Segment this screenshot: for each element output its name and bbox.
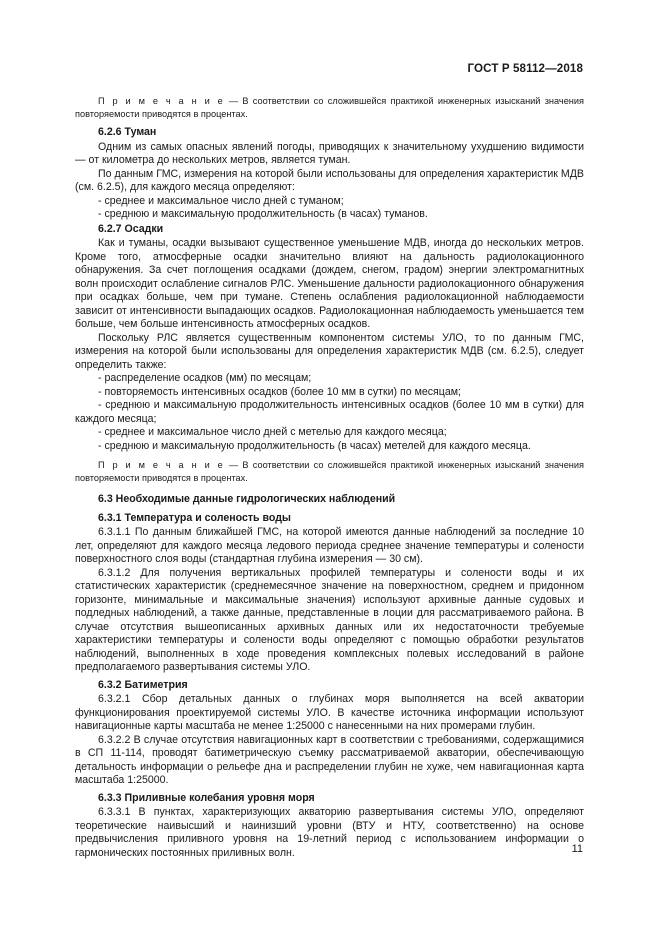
paragraph: 6.3.1.1 По данным ближайшей ГМС, на которой имеются данные наблюдений за последние 10 лет, определяют для каждого месяца ледового периода среднее значение температуры и солености поверхностного слоя воды (стандартная глубина измерения — 30 см).	[75, 526, 584, 565]
page-number: 11	[571, 843, 583, 855]
document-body	[75, 92, 584, 860]
list-item: - среднее и максимальное число дней с туманом;	[98, 194, 344, 207]
section-heading: 6.2.6 Туман	[98, 126, 157, 138]
note-text: — В соответствии со сложившейся практикой инженерных изысканий значения повторяемости приводятся в процентах.	[75, 96, 584, 119]
list-item: - среднюю и максимальную продолжительность (в часах) метелей для каждого месяца.	[98, 439, 531, 452]
list-item: - повторяемость интенсивных осадков (более 10 мм в сутки) по месяцам;	[98, 385, 461, 398]
note	[75, 95, 584, 120]
note-text: — В соответствии со сложившейся практикой инженерных изысканий значения повторяемости приводятся в процентах.	[75, 460, 584, 483]
paragraph: Одним из самых опасных явлений погоды, приводящих к значительному ухудшению видимости — от километра до нескольких метров, является туман.	[75, 140, 584, 166]
note	[75, 459, 584, 484]
subsection-heading: 6.3.1 Температура и соленость воды	[98, 511, 291, 524]
list-item: - среднюю и максимальную продолжительность интенсивных осадков (более 10 мм в сутки) для каждого месяца;	[75, 399, 584, 425]
paragraph: 6.3.1.2 Для получения вертикальных профилей температуры и солености воды и их статистических характеристик (среднемесячное значение на поверхностном, среднем и придонном горизонте, минимальные и максимальные значения) используют архивные данные судовых и подледных наблюдений, а также данные, представленные в лоции для рассматриваемого района. В случае отсутствия вышеописанных архивных данных или их недостаточности требуемые характеристики температуры и солености воды определяют с помощью обработки результатов наблюдений, выполненных в ходе проведения комплексных полевых исследований в районе предполагаемого развертывания системы УЛО.	[75, 566, 584, 673]
note-label: П р и м е ч а н и е	[98, 96, 225, 106]
paragraph: 6.3.2.2 В случае отсутствия навигационных карт в соответствии с требованиями, содержащимися в СП 11-114, проводят батиметрическую съемку рассматриваемой акватории, обеспечивающую детальность информации о рельефе дна и распределении глубин не хуже, чем навигационная карта масштаба 1:25000.	[75, 733, 584, 786]
list-item: - распределение осадков (мм) по месяцам;	[98, 372, 312, 384]
paragraph: 6.3.3.1 В пунктах, характеризующих акваторию развертывания системы УЛО, определяют теоретические наивысший и наинизший уровни (ВТУ и НТУ, соответственно) на основе предвычисления приливного уровня на 19-летний период с использованием информации о гармонических постоянных приливных волн.	[75, 806, 584, 859]
section-heading: 6.2.7 Осадки	[98, 222, 164, 235]
subsection-heading: 6.3.2 Батиметрия	[98, 678, 188, 691]
subsection-heading: 6.3.3 Приливные колебания уровня моря	[98, 791, 315, 804]
paragraph: 6.3.2.1 Сбор детальных данных о глубинах моря выполняется на всей акватории функционирования проектируемой системы УЛО. В качестве источника информации используют навигационные карты масштаба не менее 1:25000 с нанесенными на них промерами глубин.	[75, 693, 584, 732]
note-label: П р и м е ч а н и е	[98, 460, 225, 470]
section-heading: 6.3 Необходимые данные гидрологических наблюдений	[98, 493, 396, 505]
paragraph: По данным ГМС, измерения на которой были использованы для определения характеристик МДВ (см. 6.2.5), для каждого месяца определяют:	[75, 167, 584, 193]
paragraph: Поскольку РЛС является существенным компонентом системы УЛО, то по данным ГМС, измерения на которой были использованы для определения характеристик МДВ (см. 6.2.5), следует определить также:	[75, 331, 584, 371]
list-item: - среднюю и максимальную продолжительность (в часах) туманов.	[98, 208, 428, 220]
document-code: ГОСТ Р 58112—2018	[467, 62, 583, 75]
list-item: - среднее и максимальное число дней с метелью для каждого месяца;	[98, 426, 447, 438]
paragraph: Как и туманы, осадки вызывают существенное уменьшение МДВ, иногда до нескольких метров. Кроме того, атмосферные осадки значительно влияют на дальность радиолокационного обнаружения. За счет поглощения осадками (дождем, снегом, градом) энергии электромагнитных волн происходит ослабление сигналов РЛС. Уменьшение дальности радиолокационного обнаружения при осадках больше, чем при тумане. Степень ослабления радиолокационной наблюдаемости зависит от интенсивности выпадающих осадков. Радиолокационная наблюдаемость уменьшается тем больше, чем больше интенсивность атмосферных осадков.	[75, 237, 584, 330]
